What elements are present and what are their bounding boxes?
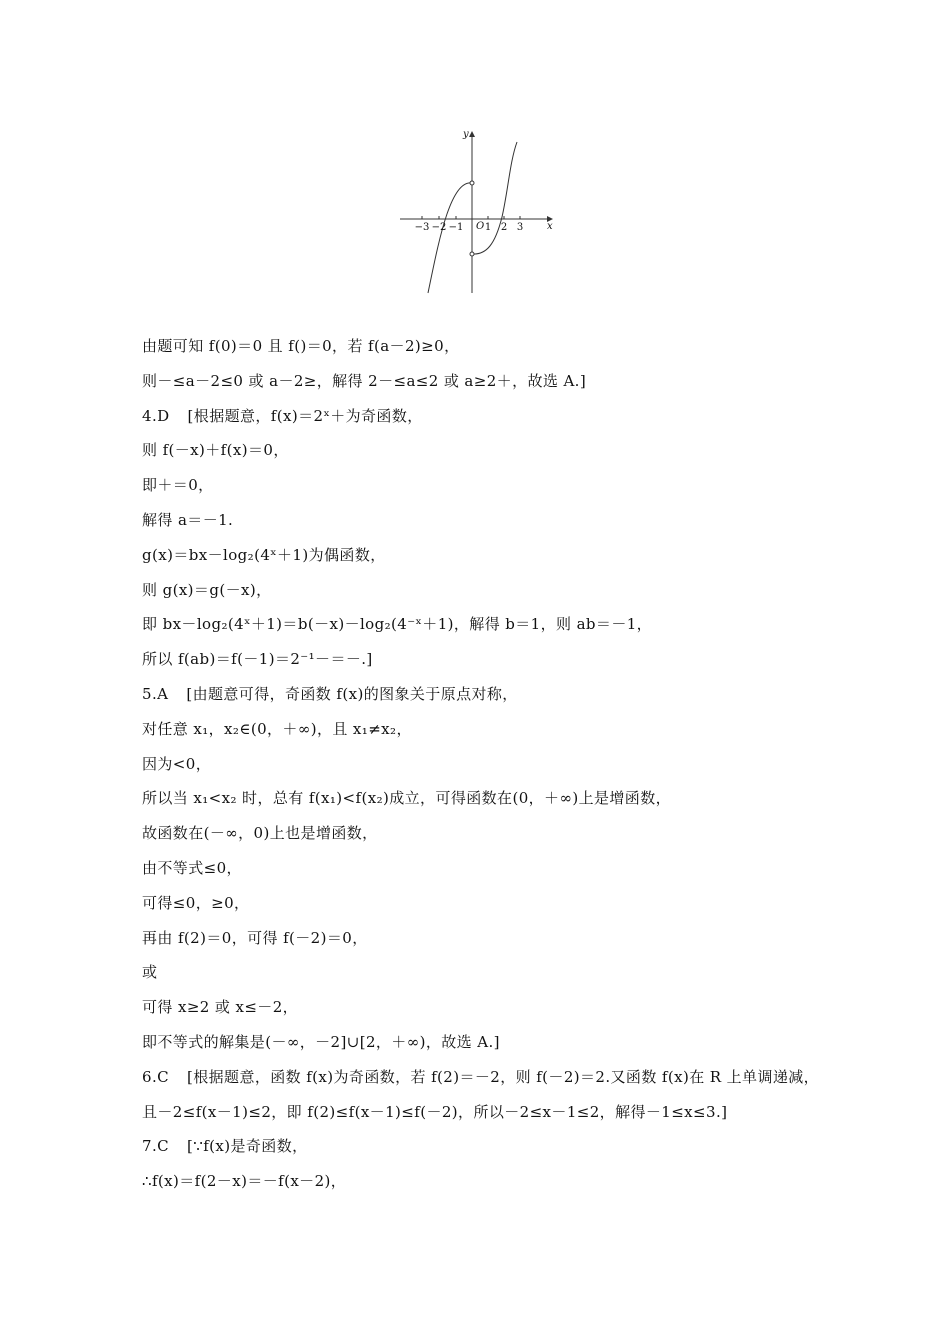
x-axis-label: x bbox=[547, 221, 553, 232]
x-tick-label: 1 bbox=[484, 222, 492, 233]
solution-line: 4.D [根据题意，f(x)＝2ˣ＋为奇函数， bbox=[142, 406, 423, 425]
solution-line: 由题可知 f(0)＝0 且 f()＝0，若 f(a－2)≥0， bbox=[142, 337, 460, 355]
curve-right-branch bbox=[472, 142, 517, 254]
solution-line: 所以当 x₁<x₂ 时，总有 f(x₁)<f(x₂)成立，可得函数在(0，＋∞)上是增函数， bbox=[142, 789, 671, 808]
x-tick-label: 3 bbox=[516, 222, 524, 233]
solution-line: 由不等式≤0， bbox=[142, 859, 242, 877]
solution-line: ∴f(x)＝f(2－x)＝－f(x－2)， bbox=[142, 1172, 347, 1191]
x-tick-label: 2 bbox=[500, 222, 508, 233]
solution-line: 所以 f(ab)＝f(－1)＝2⁻¹－＝－.] bbox=[142, 650, 373, 669]
solution-line: 即＋＝0， bbox=[142, 476, 214, 495]
y-axis-label: y bbox=[463, 129, 469, 140]
solution-line: 解得 a＝－1. bbox=[142, 511, 234, 529]
solution-line: 即不等式的解集是(－∞，－2]∪[2，＋∞)，故选 A.] bbox=[142, 1033, 500, 1051]
solution-line: 可得≤0，≥0， bbox=[142, 893, 250, 912]
origin-label: O bbox=[476, 221, 485, 232]
solution-line: 再由 f(2)＝0，可得 f(－2)＝0， bbox=[142, 928, 368, 947]
solution-line: 且－2≤f(x－1)≤2，即 f(2)≤f(x－1)≤f(－2)，所以－2≤x－1≤2，解得－1≤x≤3.] bbox=[142, 1102, 728, 1121]
solution-line: 可得 x≥2 或 x≤－2， bbox=[142, 998, 299, 1017]
solution-line: 5.A [由题意可得，奇函数 f(x)的图象关于原点对称， bbox=[142, 685, 518, 703]
solution-line: 6.C [根据题意，函数 f(x)为奇函数，若 f(2)＝－2，则 f(－2)＝2.又函数 f(x)在 R 上单调递减， bbox=[142, 1067, 820, 1086]
x-tick-label: −2 bbox=[431, 222, 447, 233]
x-tick-label: −1 bbox=[448, 222, 464, 233]
solution-line: 则－≤a－2≤0 或 a－2≥，解得 2－≤a≤2 或 a≥2＋，故选 A.] bbox=[142, 371, 587, 390]
solution-line: 即 bx－log₂(4ˣ＋1)＝b(－x)－log₂(4⁻ˣ＋1)，解得 b＝1，则 ab＝－1， bbox=[142, 615, 653, 634]
solution-line: 或 bbox=[142, 963, 158, 982]
solution-line: 7.C [∵f(x)是奇函数， bbox=[142, 1137, 308, 1156]
solution-line: 对任意 x₁，x₂∈(0，＋∞)，且 x₁≠x₂， bbox=[142, 719, 412, 738]
function-graph-figure bbox=[396, 125, 561, 295]
solution-line: 则 g(x)＝g(－x)， bbox=[142, 580, 272, 599]
open-point-upper bbox=[470, 181, 474, 185]
solution-line: 则 f(－x)＋f(x)＝0， bbox=[142, 441, 289, 460]
curve-left-branch bbox=[428, 183, 472, 293]
open-point-lower bbox=[470, 252, 474, 256]
solution-line: 因为<0， bbox=[142, 754, 212, 773]
solution-line: g(x)＝bx－log₂(4ˣ＋1)为偶函数， bbox=[142, 545, 386, 564]
x-tick-label: −3 bbox=[414, 222, 430, 233]
solution-line: 故函数在(－∞，0)上也是增函数， bbox=[142, 824, 378, 843]
